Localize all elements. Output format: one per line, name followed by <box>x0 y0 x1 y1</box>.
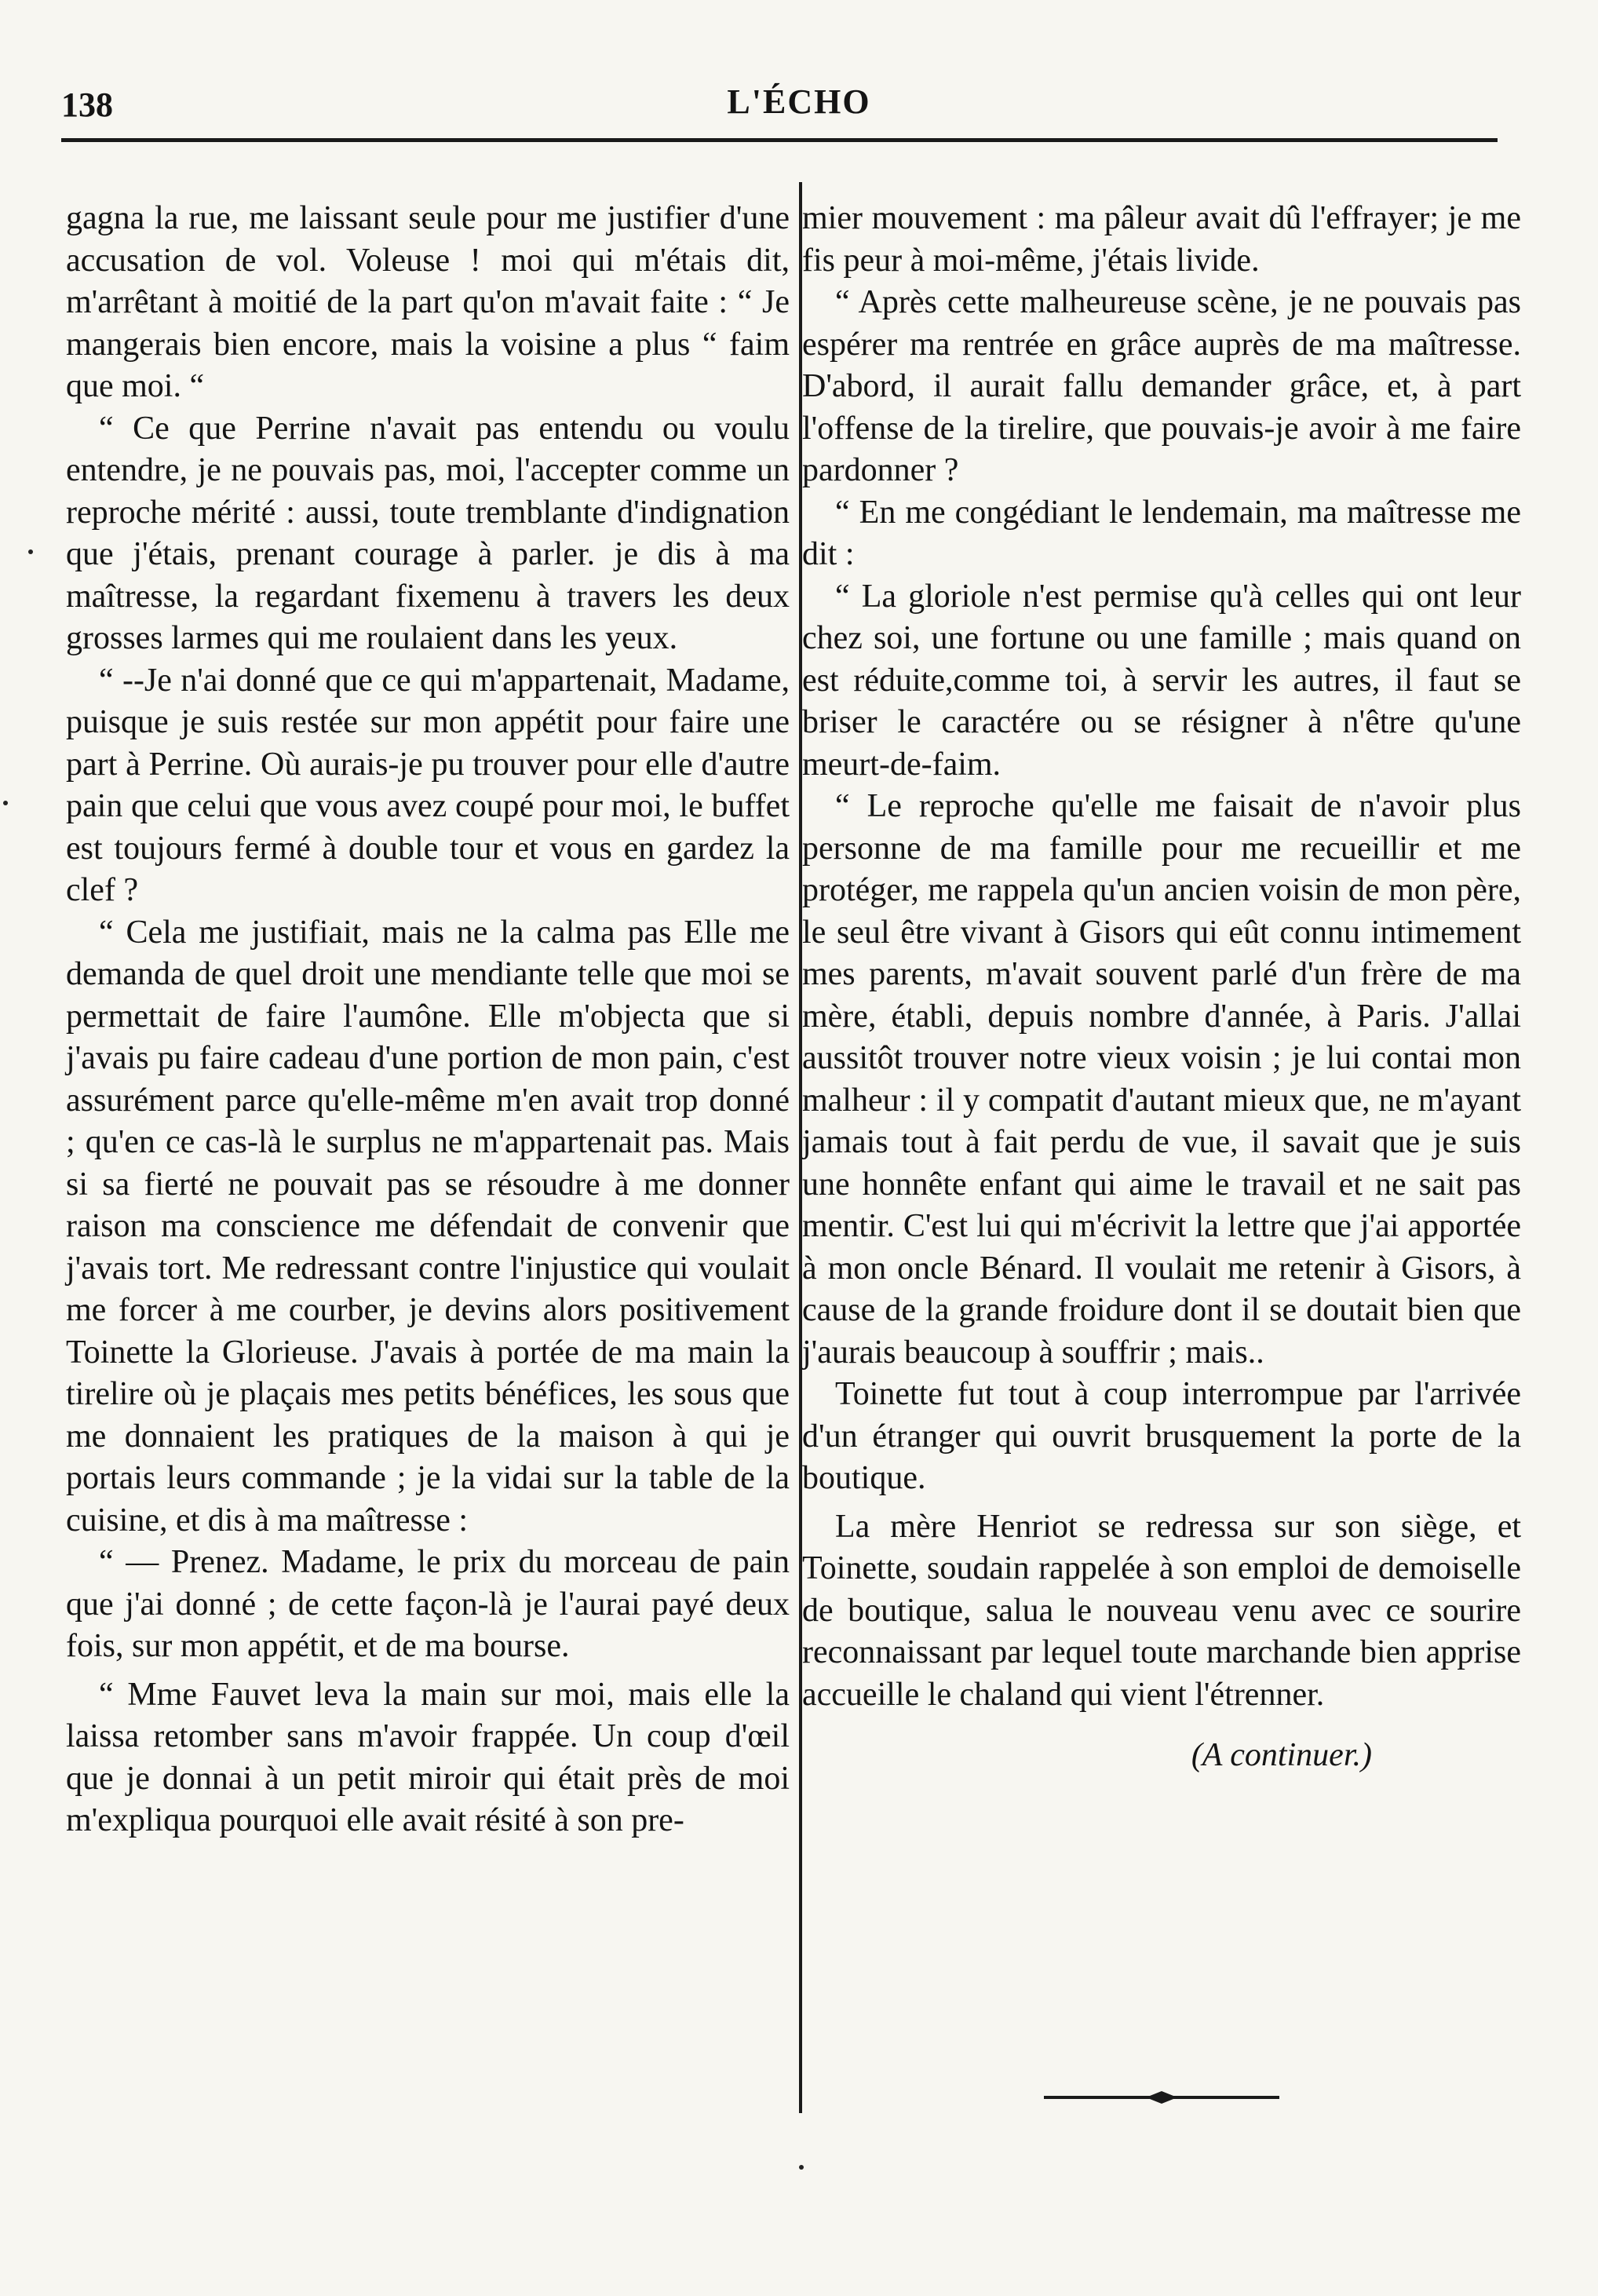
paragraph: “ En me congédiant le lendemain, ma maîtresse me dit : <box>802 494 1521 572</box>
paragraph: “ Mme Fauvet leva la main sur moi, mais elle la laissa retomber sans m'avoir frappée. Un coup d'œil que je donnai à un petit miroir qui était près de moi m'expliqua pourquoi elle avait résité à son pre- <box>66 1676 790 1838</box>
paragraph: “ --Je n'ai donné que ce qui m'appartenait, Madame, puisque je suis restée sur mon appétit pour faire une part à Perrine. Où aurais-je pu trouver pour elle d'autre pain que celui que vous avez coupé pour moi, le buffet est toujours fermé à double tour et vous en gardez la clef ? <box>66 662 790 908</box>
end-ornament <box>1044 2090 1279 2105</box>
paragraph: gagna la rue, me laissant seule pour me justifier d'une accusation de vol. Voleuse ! moi qui m'étais dit, m'arrêtant à moitié de la part qu'on m'avait faite : “ Je mangerais bien encore, mais la voisine a plus “ faim que moi. “ <box>66 200 790 404</box>
paragraph: “ Après cette malheureuse scène, je ne pouvais pas espérer ma rentrée en grâce auprès de ma maîtresse. D'abord, il aurait fallu demander grâce, et, à part l'offense de la tirelire, que pouvais-je avoir à me faire pardonner ? <box>802 284 1521 488</box>
margin-mark <box>28 549 33 554</box>
paragraph: “ — Prenez. Madame, le prix du morceau de pain que j'ai donné ; de cette façon-là je l'aurai payé deux fois, sur mon appétit, et de ma bourse. <box>66 1544 790 1664</box>
margin-mark <box>3 801 8 805</box>
running-title: L'ÉCHO <box>727 82 871 121</box>
paragraph: La mère Henriot se redressa sur son siège, et Toinette, soudain rappelée à son emploi de demoiselle de boutique, salua le nouveau venu avec ce sourire reconnaissant par lequel toute marchande bien apprise accueille le chaland qui vient l'étrenner. <box>802 1508 1521 1713</box>
paragraph: “ Ce que Perrine n'avait pas entendu ou voulu entendre, je ne pouvais pas, moi, l'accepter comme un reproche mérité : aussi, toute tremblante d'indignation que j'étais, prenant courage à parler. je dis à ma maîtresse, la regardant fixemenu à travers les deux grosses larmes qui me roulaient dans les yeux. <box>66 410 790 656</box>
left-column <box>66 198 790 1842</box>
right-column <box>802 198 1521 1777</box>
margin-mark <box>799 2165 804 2170</box>
paragraph: mier mouvement : ma pâleur avait dû l'effrayer; je me fis peur à moi-même, j'étais livide. <box>802 200 1521 279</box>
paragraph: Toinette fut tout à coup interrompue par l'arrivée d'un étranger qui ouvrit brusquement la porte de la boutique. <box>802 1376 1521 1496</box>
header-rule <box>61 138 1498 142</box>
paragraph: “ Le reproche qu'elle me faisait de n'avoir plus personne de ma famille pour me recueillir et me protéger, me rappela qu'un ancien voisin de mon père, le seul être vivant à Gisors qui eût connu intimement mes parents, m'avait souvent parlé d'un frère de ma mère, établi, depuis nombre d'année, à Paris. J'allai aussitôt trouver notre vieux voisin ; je lui contai mon malheur : il y compatit d'autant mieux que, ne m'ayant jamais tout à fait perdu de vue, il savait que je suis une honnête enfant qui aime le travail et ne sait pas mentir. C'est lui qui m'écrivit la lettre que j'ai apportée à mon oncle Bénard. Il voulait me retenir à Gisors, à cause de la grande froidure dont il se doutait bien que j'aurais beaucoup à souffrir ; mais.. <box>802 788 1521 1371</box>
paragraph: “ La gloriole n'est permise qu'à celles qui ont leur chez soi, une fortune ou une famille ; mais quand on est réduite,comme toi, à servir les autres, il faut se briser le caractére ou se résigner à n'être qu'une meurt-de-faim. <box>802 578 1521 783</box>
paragraph: “ Cela me justifiait, mais ne la calma pas Elle me demanda de quel droit une mendiante telle que moi se permettait de faire l'aumône. Elle m'objecta que si j'avais pu faire cadeau d'une portion de mon pain, c'est assurément parce qu'elle-même m'en avait trop donné ; qu'en ce cas-là le surplus ne m'appartenait pas. Mais si sa fierté ne pouvait pas se résoudre à me donner raison ma conscience me défendait de convenir que j'avais tort. Me redressant contre l'injustice qui voulait me forcer à me courber, je devins alors positivement Toinette la Glorieuse. J'avais à portée de ma main la tirelire où je plaçais mes petits bénéfices, les sous que me donnaient les pratiques de la maison à qui je portais leurs commande ; je la vidai sur la table de la cuisine, et dis à ma maîtresse : <box>66 914 790 1539</box>
to-be-continued: (A continuer.) <box>1191 1737 1372 1773</box>
page-number: 138 <box>61 86 113 124</box>
